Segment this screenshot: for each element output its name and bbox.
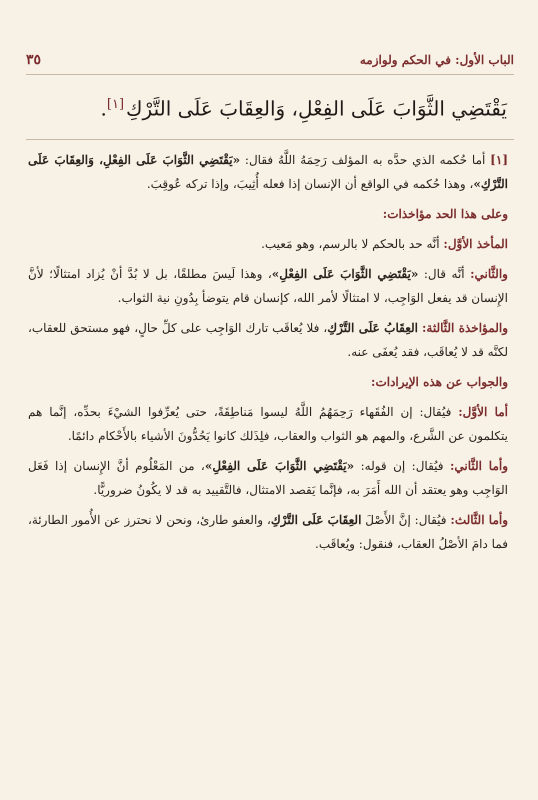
paragraph-answer-1 — [28, 400, 508, 448]
page-number: ٣٥ — [26, 52, 42, 68]
paragraph-text: ، من المَعْلُوم أنَّ الإِنسان إذا فَعَل الوَاجِب وهو يعتقد أن الله أَمَرَ به، فإنَّما يَقصد الامتثال، فالتَّقييد به قد لا يكُونُ ضروريًّا. — [28, 459, 508, 497]
paragraph-text: ، وهذا لَيسَ مطلقًا، بل لا بُدَّ أنْ يُزاد امتثالًا؛ لأنَّ الإِنسان قد يفعل الوَاجِب، لا امتثالًا لأمر الله، كإنسان قام يتوضأ بِدُونِ نية الثواب. — [28, 267, 508, 305]
paragraph-objection-2 — [28, 262, 508, 310]
note-text: ، وهذا حُكمه في الواقع أن الإنسان إذا فعله أُثِيبَ، وإذا تركه عُوقِبَ. — [146, 177, 474, 191]
paragraph-lead: وأما الثَّالث: — [450, 513, 509, 527]
note-text: أما حُكمه الذي حدَّه به المؤلف رَحِمَهُ اللَّهُ فقال: — [240, 153, 491, 167]
paragraph-answer-2 — [28, 454, 508, 502]
verse-line — [30, 91, 507, 123]
paragraph-answer-3 — [28, 508, 508, 556]
paragraph-text: أنَّه قال: — [418, 267, 471, 281]
paragraph-text: فيُقال: إن قوله: — [354, 459, 450, 473]
header-divider — [26, 74, 514, 75]
commentary-body — [28, 148, 508, 562]
quoted-text: «يَقْتَضِي الثَّوَابَ عَلَى الفِعْلِ، وَالعِقَابَ عَلَى التَّرْكِ» — [28, 153, 508, 191]
quoted-text: «يَقْتَضِي الثَّوَابَ عَلَى الفِعْلِ» — [204, 459, 355, 473]
paragraph-text: ، فلا يُعاقَب تارك الوَاجِب على كلِّ حالٍ، فهو مستحق للعقاب، لكنَّه قد لا يُعاقَب، فقد يُعفَى عنه. — [28, 321, 508, 359]
quoted-text: العِقَابَ عَلَى التَّرْكِ — [270, 513, 362, 527]
paragraph-text: فيُقال: إن الفُقَهاء رَحِمَهُمُ اللَّهُ ليسوا مَناطِقَةً، حتى يُعرِّفوا الشيْءَ بحدِّه، إنَّما هم يتكلمون عن الشَّرع، والمهم هو الثواب والعقاب، فلِذَلك كانوا يَحُدُّونَ الأشياء بالأَحْكام دائمًا. — [28, 405, 508, 443]
paragraph-text: ، والعفو طارئ، ونحن لا نحترز عن الأُمور الطارئة، فما دامَ الأصْلُ العقاب، فنقول: ويُعاقَب. — [28, 513, 508, 551]
paragraph-lead: المأخذ الأوَّل: — [443, 237, 508, 251]
page-header — [26, 45, 514, 75]
footnote-reference: [١] — [106, 97, 125, 112]
paragraph-objection-3 — [28, 316, 508, 364]
verse-text: يَقْتَضِي الثَّوَابَ عَلَى الفِعْلِ، وَالعِقَابَ عَلَى التَّرْكِ — [126, 96, 507, 121]
section-heading: والجواب عن هذه الإيرادات: — [371, 375, 508, 389]
paragraph-lead: والمؤاخذة الثَّالثة: — [421, 321, 508, 335]
chapter-title: الباب الأول: في الحكم ولوازمه — [359, 53, 514, 67]
paragraph-lead: أما الأوَّل: — [458, 405, 509, 419]
paragraph-lead: وأما الثَّاني: — [449, 459, 508, 473]
section-heading: وعلى هذا الحد مؤاخذات: — [382, 207, 508, 221]
paragraph-lead: والثَّاني: — [470, 267, 508, 281]
verse-end-dot: . — [100, 96, 107, 121]
verse-divider — [26, 139, 514, 140]
paragraph-text: أنَّه حد بالحكم لا بالرسم، وهو مَعيب. — [261, 237, 444, 251]
paragraph-text: فيُقال: إنَّ الأَصْلَ — [361, 513, 451, 527]
note-paragraph-1 — [28, 148, 508, 196]
quoted-text: «يَقْتَضِي الثَّوَابَ عَلَى الفِعْلِ» — [271, 267, 419, 281]
note-number: [١] — [490, 153, 508, 167]
paragraph-objection-1 — [28, 232, 508, 256]
quoted-text: العِقَابُ عَلَى التَّرْكِ — [327, 321, 418, 335]
